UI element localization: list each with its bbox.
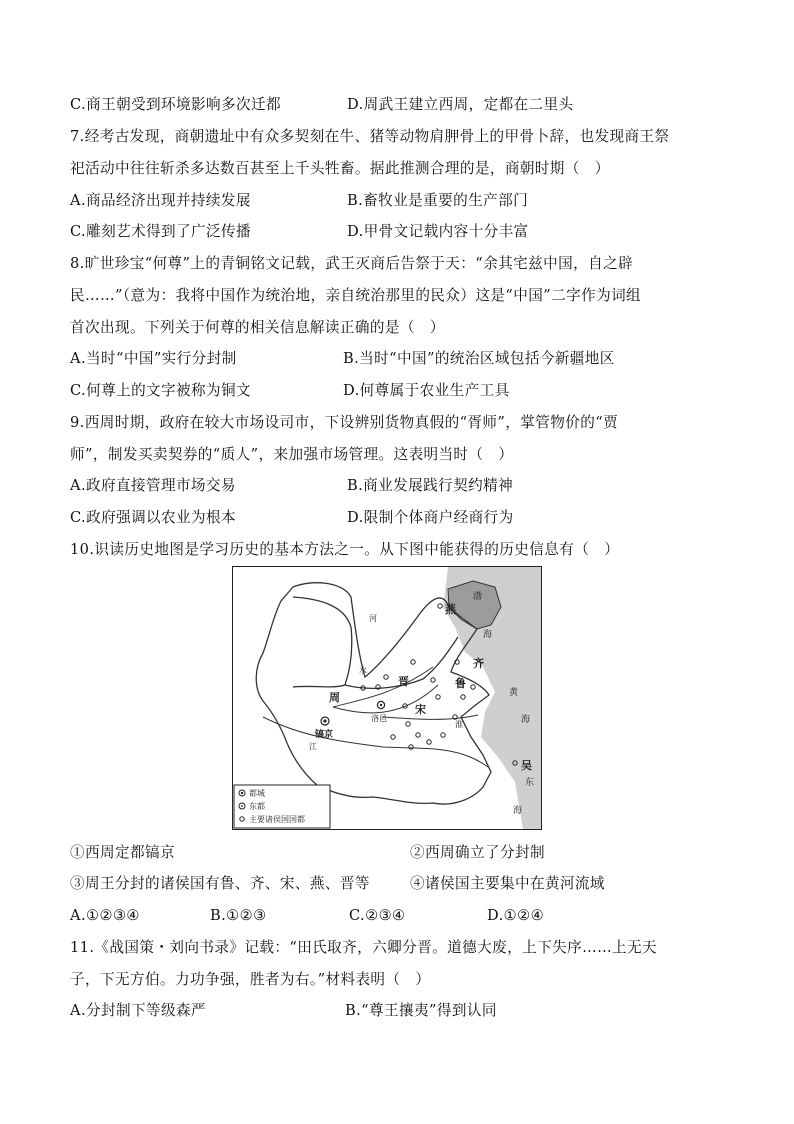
question-9-option-b: B.商业发展践行契约精神 [347, 477, 514, 494]
label-haojing: 镐京 [315, 730, 334, 740]
option-c-prev: C.商王朝受到环境影响多次迁都 [70, 96, 282, 113]
label-huang: 黄 [509, 688, 519, 698]
label-hai-3: 海 [513, 806, 523, 816]
huai-river [383, 715, 478, 719]
label-hai-1: 海 [483, 630, 493, 640]
western-zhou-map [232, 566, 542, 830]
label-shui: 水 [359, 666, 367, 675]
question-10-statement-4: ④诸侯国主要集中在黄河流域 [410, 875, 605, 892]
question-9-stem-2: 师”，制发买卖契券的“质人”，来加强市场管理。这表明当时（ ） [70, 446, 514, 463]
label-hai-2: 海 [521, 715, 531, 725]
question-10-option-c: C.②③④ [349, 907, 406, 924]
question-9-option-c: C.政府强调以农业为根本 [70, 509, 237, 526]
question-8-stem-2: 民……”（意为：我将中国作为统治地，亲自统治那里的民众）这是“中国”二字作为词组 [70, 287, 642, 304]
question-8-stem-3: 首次出现。下列关于何尊的相关信息解读正确的是（ ） [70, 319, 445, 336]
question-7-option-c: C.雕刻艺术得到了广泛传播 [70, 223, 252, 240]
question-10-option-a: A.①②③④ [70, 907, 140, 924]
question-7-option-a: A.商品经济出现并持续发展 [70, 192, 251, 209]
legend-east-capital: 东都 [249, 802, 265, 811]
question-9-option-d: D.限制个体商户经商行为 [347, 509, 514, 526]
question-8-option-a: A.当时“中国”实行分封制 [70, 350, 237, 367]
label-bo: 渤 [473, 592, 483, 602]
question-7-option-b: B.畜牧业是重要的生产部门 [347, 192, 529, 209]
question-7-option-d: D.甲骨文记载内容十分丰富 [347, 223, 529, 240]
label-he: 河 [369, 614, 377, 623]
label-huai: 淮 [455, 720, 463, 729]
question-8-stem-1: 8.旷世珍宝“何尊”上的青铜铭文记载，武王灭商后告祭于天：“余其宅兹中国，自之辟 [70, 255, 634, 272]
legend-states: 主要诸侯国国都 [249, 815, 305, 824]
question-11-stem-1: 11.《战国策・刘向书录》记载：“田氏取齐，六卿分晋。道德大废，上下失序……上无天 [70, 939, 658, 956]
question-10-stem: 10.识读历史地图是学习历史的基本方法之一。从下图中能获得的历史信息有（ ） [70, 541, 620, 558]
label-jiang: 江 [309, 742, 317, 751]
label-wu: 吴 [521, 759, 532, 772]
map-svg [233, 567, 541, 829]
question-11-stem-2: 子，下无方伯。力功争强，胜者为右。”材料表明（ ） [70, 971, 431, 988]
question-10-option-d: D.①②④ [487, 907, 545, 924]
label-jin: 晋 [398, 675, 409, 688]
question-8-option-b: B.当时“中国”的统治区域包括今新疆地区 [343, 350, 615, 367]
question-10-statement-2: ②西周确立了分封制 [410, 844, 545, 861]
question-11-option-b: B.“尊王攘夷”得到认同 [345, 1002, 497, 1019]
question-9-stem-1: 9.西周时期，政府在较大市场设司市，下设辨别货物真假的“胥师”，掌管物价的“贾 [70, 414, 619, 431]
question-10-statement-3: ③周王分封的诸侯国有鲁、齐、宋、燕、晋等 [70, 875, 370, 892]
question-7-stem-2: 祀活动中往往斩杀多达数百甚至上千头牲畜。据此推测合理的是，商朝时期（ ） [70, 160, 610, 177]
label-song: 宋 [415, 703, 426, 716]
question-10-option-b: B.①②③ [210, 907, 267, 924]
question-7-stem-1: 7.经考古发现，商朝遗址中有众多契刻在牛、猪等动物肩胛骨上的甲骨卜辞，也发现商王祭 [70, 128, 670, 145]
label-dong: 东 [525, 778, 535, 788]
yellow-river [293, 597, 458, 688]
label-zhou: 周 [329, 691, 340, 704]
label-lu: 鲁 [455, 677, 466, 690]
question-8-option-d: D.何尊属于农业生产工具 [343, 382, 510, 399]
question-10-statement-1: ①西周定都镐京 [70, 844, 175, 861]
question-11-option-a: A.分封制下等级森严 [70, 1002, 206, 1019]
label-yan: 燕 [445, 603, 456, 616]
label-luoyi: 洛邑 [371, 714, 387, 723]
label-qi: 齐 [473, 657, 484, 670]
map-legend [234, 785, 330, 828]
question-8-option-c: C.何尊上的文字被称为铜文 [70, 382, 252, 399]
legend-capital: 都城 [249, 789, 265, 798]
option-d-prev: D.周武王建立西周，定都在二里头 [347, 96, 574, 113]
question-9-option-a: A.政府直接管理市场交易 [70, 477, 236, 494]
